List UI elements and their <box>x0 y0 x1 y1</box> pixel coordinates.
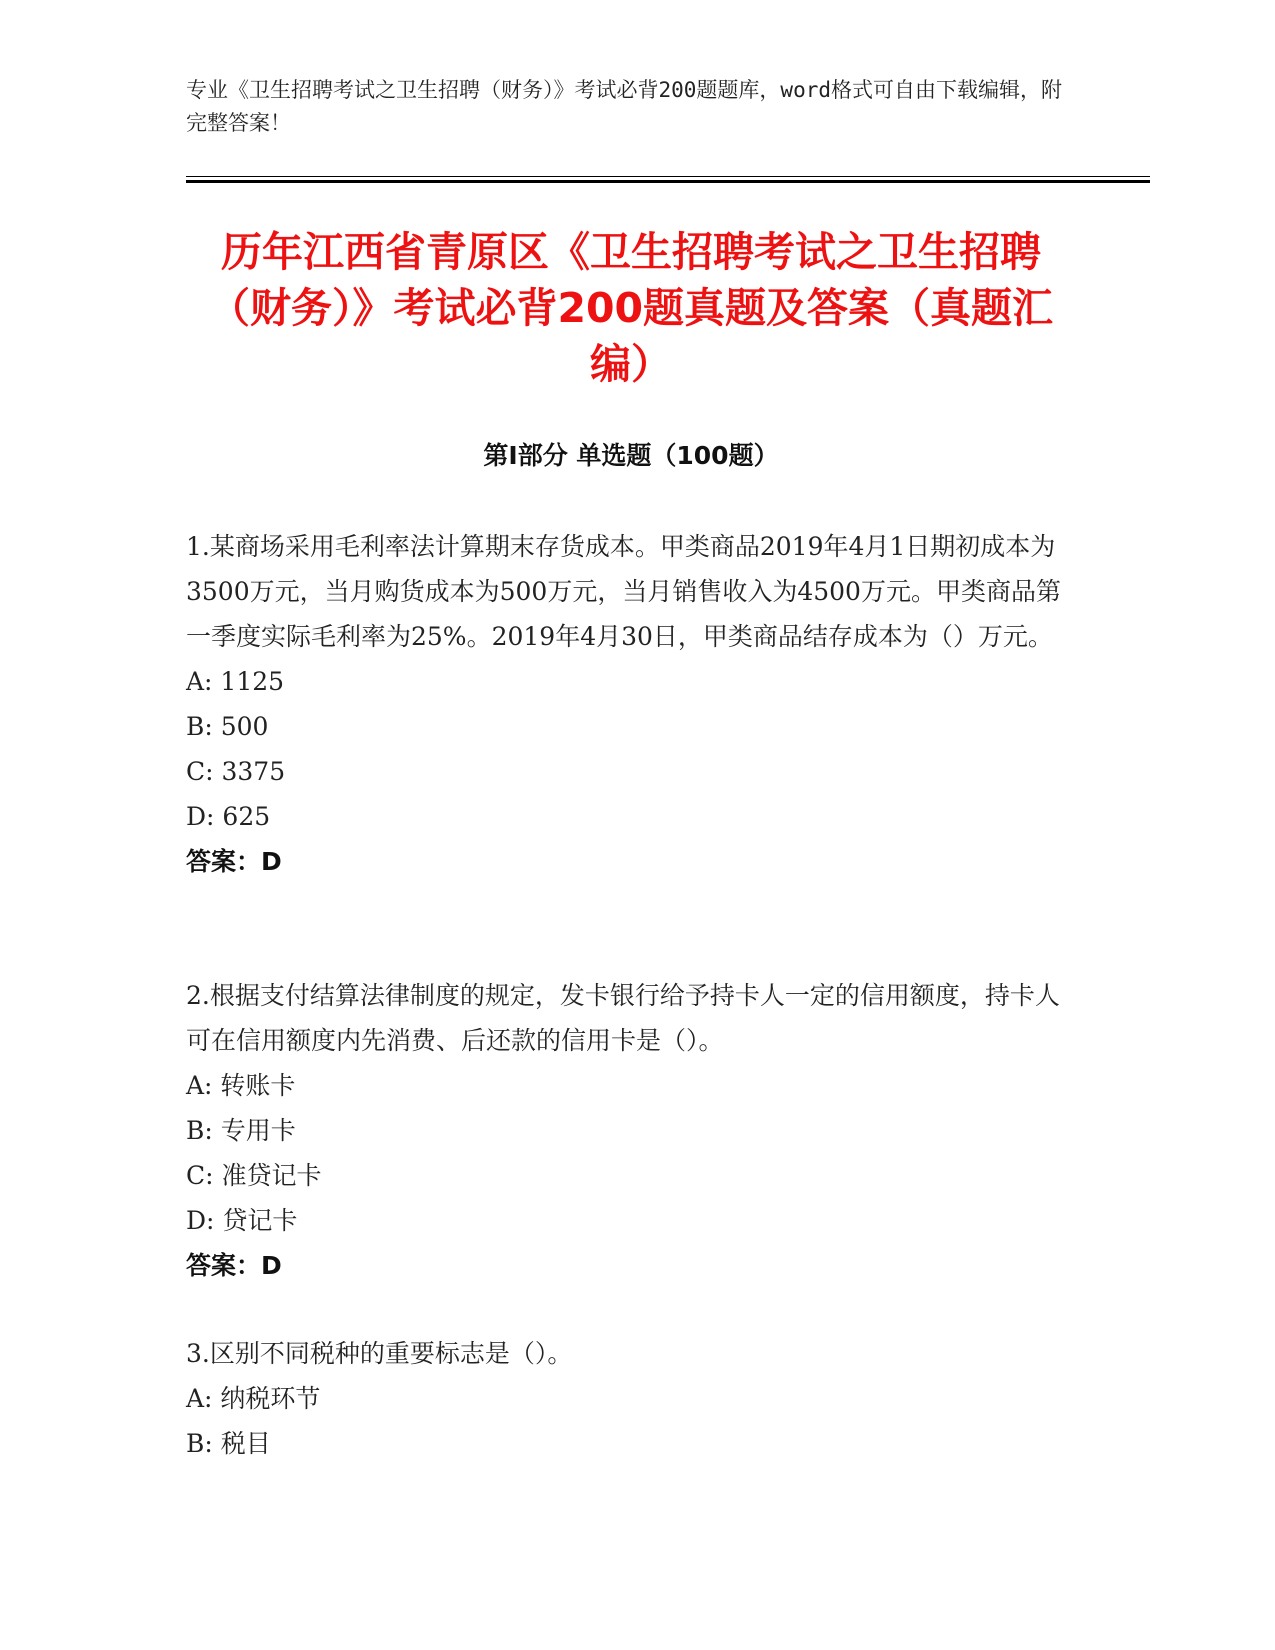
question-stem: 2.根据支付结算法律制度的规定，发卡银行给予持卡人一定的信用额度，持卡人可在信用额度内先消费、后还款的信用卡是（）。 <box>186 981 1060 1055</box>
question-1 <box>186 524 1066 884</box>
answer: 答案：D <box>186 847 282 876</box>
section-title: 第I部分 单选题（100题） <box>483 441 779 470</box>
question-stem: 3.区别不同税种的重要标志是（）。 <box>186 1339 573 1368</box>
option-b: B: 税目 <box>186 1429 271 1458</box>
option-c: C: 准贷记卡 <box>186 1161 322 1190</box>
question-stem: 1.某商场采用毛利率法计算期末存货成本。甲类商品2019年4月1日期初成本为3500万元，当月购货成本为500万元，当月销售收入为4500万元。甲类商品第一季度实际毛利率为25%。2019年4月30日，甲类商品结存成本为（）万元。 <box>186 532 1061 651</box>
question-2 <box>186 973 1066 1288</box>
header-divider-thin <box>186 176 1150 177</box>
option-d: D: 625 <box>186 802 271 831</box>
header-divider-thick <box>186 180 1150 183</box>
option-a: A: 纳税环节 <box>186 1384 321 1413</box>
option-a: A: 转账卡 <box>186 1071 296 1100</box>
option-d: D: 贷记卡 <box>186 1206 298 1235</box>
option-b: B: 500 <box>186 712 269 741</box>
option-a: A: 1125 <box>186 667 285 696</box>
answer: 答案：D <box>186 1251 282 1280</box>
option-b: B: 专用卡 <box>186 1116 296 1145</box>
header-note: 专业《卫生招聘考试之卫生招聘（财务）》考试必背200题题库，word格式可自由下载编辑，附完整答案！ <box>186 78 1062 135</box>
question-3 <box>186 1331 1066 1466</box>
option-c: C: 3375 <box>186 757 286 786</box>
document-title: 历年江西省青原区《卫生招聘考试之卫生招聘（财务）》考试必背200题真题及答案（真题汇编） <box>208 228 1054 388</box>
